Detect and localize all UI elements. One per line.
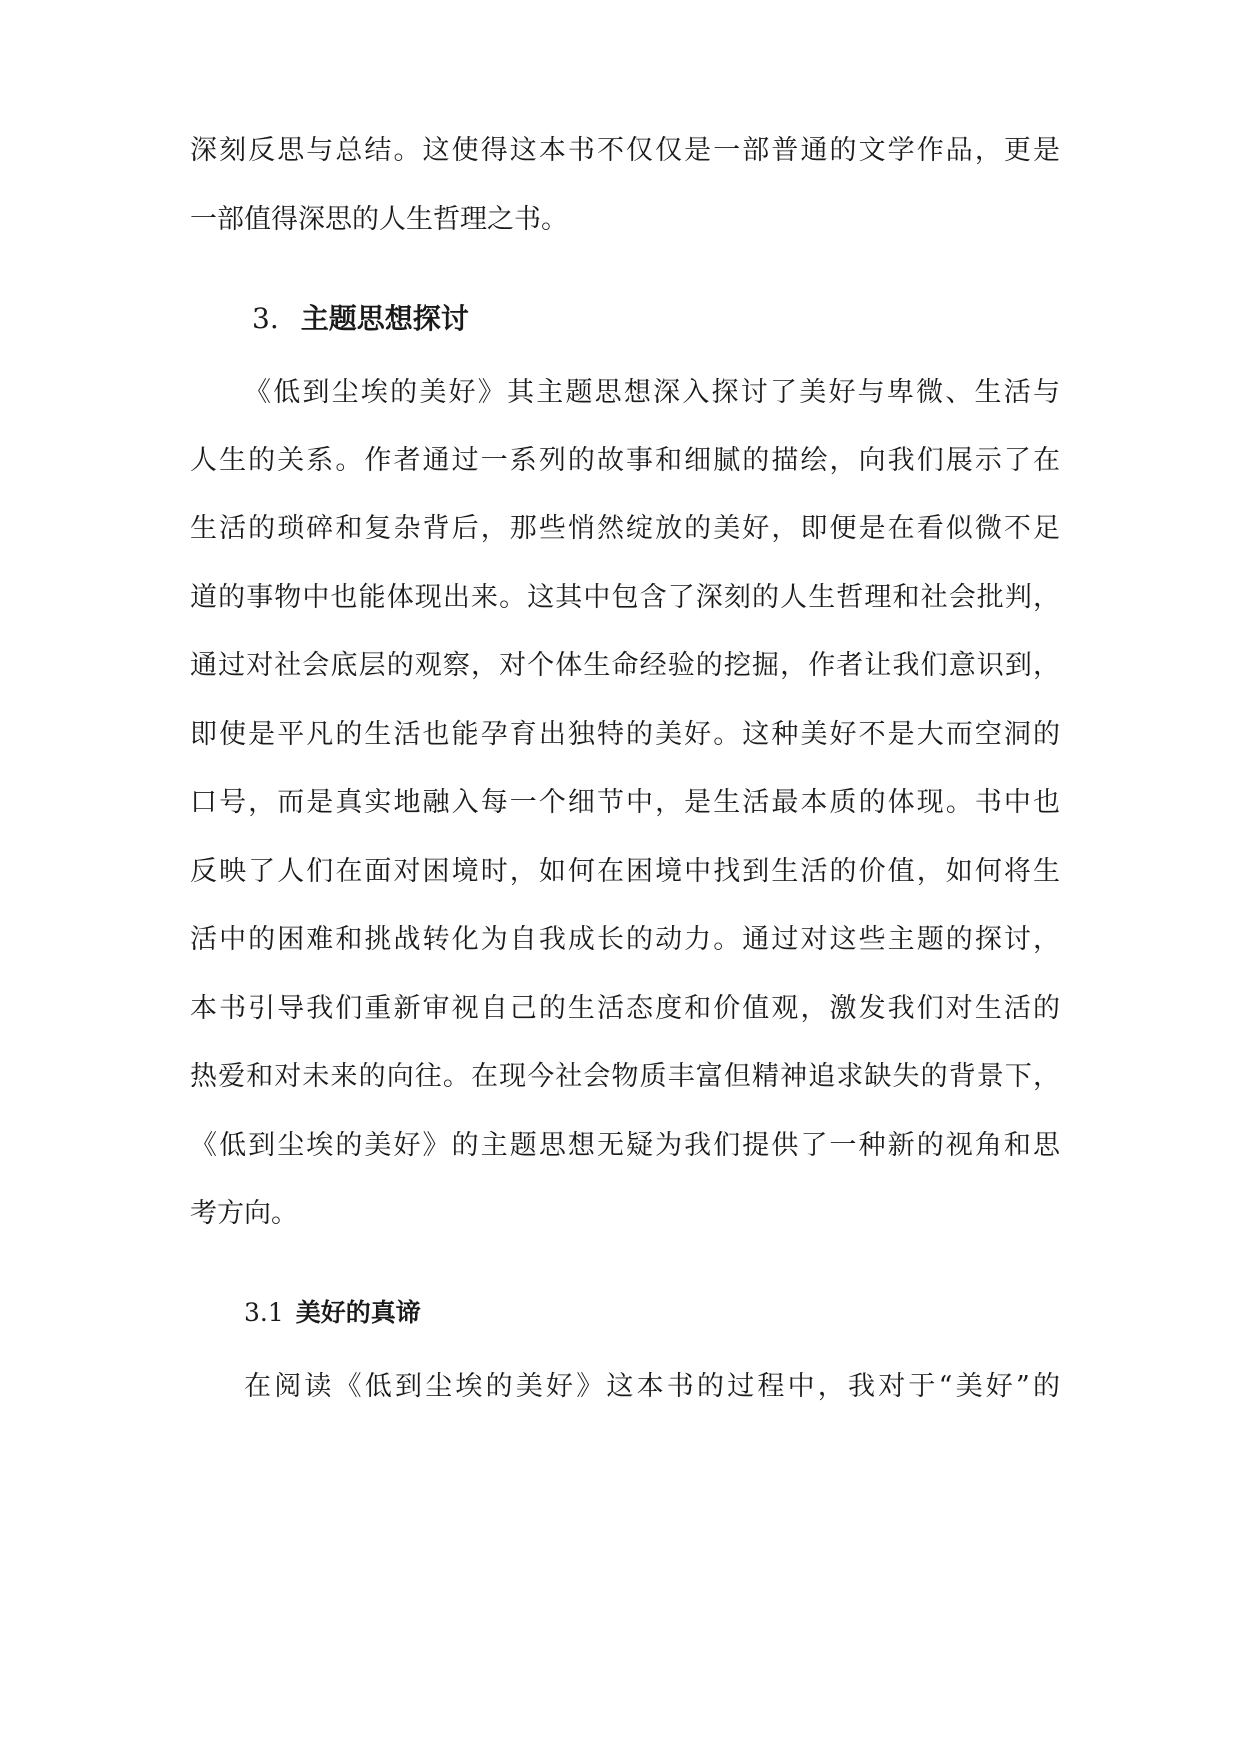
paragraph-line: 考方向。 [190,1198,298,1229]
paragraph-line: 《低到尘埃的美好》其主题思想深入探讨了美好与卑微、生活与 [244,377,1060,408]
paragraph-line: 活中的困难和挑战转化为自我成长的动力。通过对这些主题的探讨， [190,924,1060,955]
paragraph-line: 口号，而是真实地融入每一个细节中，是生活最本质的体现。书中也 [190,787,1060,818]
section-title: 主题思想探讨 [300,302,469,335]
paragraph-line: 人生的关系。作者通过一系列的故事和细腻的描绘，向我们展示了在 [190,445,1060,476]
paragraph-line: 即使是平凡的生活也能孕育出独特的美好。这种美好不是大而空洞的 [190,719,1060,750]
subsection-heading [244,1293,421,1333]
paragraph-line: 本书引导我们重新审视自己的生活态度和价值观，激发我们对生活的 [190,993,1060,1024]
subsection-title: 美好的真谛 [295,1298,421,1327]
paragraph-line: 热爱和对未来的向往。在现今社会物质丰富但精神追求缺失的背景下， [190,1061,1060,1092]
paragraph-line: 深刻反思与总结。这使得这本书不仅仅是一部普通的文学作品，更是 [190,135,1060,166]
paragraph-line: 生活的琐碎和复杂背后，那些悄然绽放的美好，即便是在看似微不足 [190,513,1060,544]
section-number: 3. [252,302,279,335]
paragraph-line: 一部值得深思的人生哲理之书。 [190,204,568,235]
paragraph-line: 通过对社会底层的观察，对个体生命经验的挖掘，作者让我们意识到， [190,650,1060,681]
paragraph-line: 反映了人们在面对困境时，如何在困境中找到生活的价值，如何将生 [190,856,1060,887]
paragraph-line: 《低到尘埃的美好》的主题思想无疑为我们提供了一种新的视角和思 [190,1130,1060,1161]
subsection-number: 3.1 [244,1298,284,1327]
paragraph-line: 道的事物中也能体现出来。这其中包含了深刻的人生哲理和社会批判， [190,582,1060,613]
paragraph-line: 在阅读《低到尘埃的美好》这本书的过程中，我对于“美好”的 [244,1371,1060,1402]
section-heading [252,299,469,339]
